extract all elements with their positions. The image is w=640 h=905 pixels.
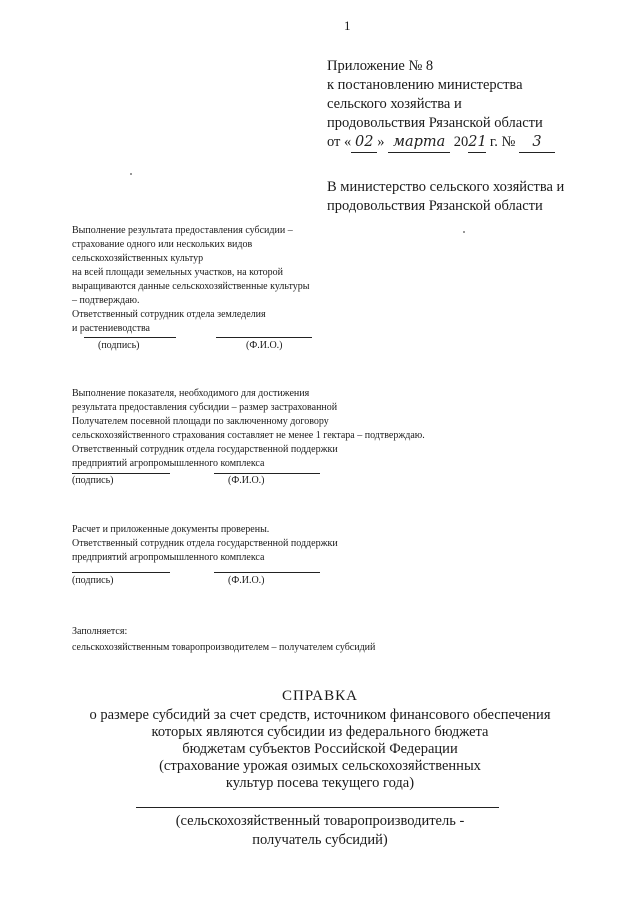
recipient-line-1: (сельскохозяйственный товаропроизводитель - (175, 813, 465, 829)
filled-by-label: Заполняется: (72, 626, 128, 637)
appendix-header (327, 57, 555, 153)
date-month: марта (388, 133, 450, 153)
block1-line: – подтверждаю. (72, 295, 140, 306)
block2-line: Ответственный сотрудник отдела государственной поддержки (72, 444, 338, 455)
appendix-line-2: к постановлению министерства (327, 77, 523, 93)
block1-line: и растениеводства (72, 323, 150, 334)
block3-name-line (214, 572, 320, 573)
certificate-line: о размере субсидий за счет средств, источником финансового обеспечения (89, 707, 551, 723)
block2-signature-line (72, 473, 170, 474)
scan-dot (130, 173, 132, 175)
appendix-date-line (327, 133, 555, 153)
block3-signature-line (72, 572, 170, 573)
date-year-prefix: 20 (453, 134, 469, 150)
certificate-description (60, 707, 580, 792)
filled-by-note (72, 624, 375, 656)
certificate-line: культур посева текущего года) (225, 775, 415, 791)
page-number: 1 (344, 18, 351, 33)
block3-line: Ответственный сотрудник отдела государственной поддержки (72, 538, 338, 549)
addressee-line-2: продовольствия Рязанской области (327, 198, 543, 214)
block1-line: сельскохозяйственных культур (72, 253, 204, 264)
document-number: 3 (519, 133, 555, 153)
block2-line: Выполнение показателя, необходимого для достижения (72, 388, 310, 399)
block3-line: Расчет и приложенные документы проверены. (72, 524, 270, 535)
recipient-line-2: получатель субсидий) (252, 832, 388, 848)
block1-name-line (216, 337, 312, 338)
certificate-title: СПРАВКА (282, 688, 358, 704)
date-year-suffix: 21 (468, 133, 486, 153)
certificate-line: (страхование урожая озимых сельскохозяйственных (159, 758, 481, 774)
certificate-line: которых являются субсидии из федерального бюджета (151, 724, 489, 740)
appendix-title: Приложение № 8 (327, 58, 434, 74)
scan-dot (463, 231, 465, 233)
filled-by-text: сельскохозяйственным товаропроизводителем – получателем субсидий (72, 642, 376, 653)
block2-sign-label: (подпись) (72, 475, 114, 486)
block1-name-label: (Ф.И.О.) (246, 340, 283, 351)
confirmation-block-2 (72, 387, 425, 471)
date-day: 02 (351, 133, 377, 153)
block2-name-label: (Ф.И.О.) (228, 475, 265, 486)
block2-line: Получателем посевной площади по заключенному договору (72, 416, 329, 427)
block3-line: предприятий агропромышленного комплекса (72, 552, 265, 563)
block1-line: выращиваются данные сельскохозяйственные культуры (72, 281, 310, 292)
date-prefix: от « (327, 134, 352, 150)
date-day-close: » (377, 134, 385, 150)
recipient-caption (130, 812, 510, 850)
block2-name-line (214, 473, 320, 474)
certificate-line: бюджетам субъектов Российской Федерации (182, 741, 458, 757)
verification-block (72, 523, 338, 565)
recipient-fill-line (136, 807, 499, 808)
block3-name-label: (Ф.И.О.) (228, 575, 265, 586)
block1-line: страхование одного или нескольких видов (72, 239, 253, 250)
confirmation-block-1 (72, 224, 310, 336)
block2-line: результата предоставления субсидии – размер застрахованной (72, 402, 338, 413)
block1-sign-label: (подпись) (98, 340, 140, 351)
block1-signature-line (84, 337, 176, 338)
appendix-line-4: продовольствия Рязанской области (327, 115, 543, 131)
block1-line: на всей площади земельных участков, на которой (72, 267, 283, 278)
block1-line: Ответственный сотрудник отдела земледелия (72, 309, 266, 320)
addressee (327, 178, 564, 216)
block2-line: сельскохозяйственного страхования составляет не менее 1 гектара – подтверждаю. (72, 430, 425, 441)
appendix-line-3: сельского хозяйства и (327, 96, 462, 112)
number-prefix: г. № (489, 134, 516, 150)
block3-sign-label: (подпись) (72, 575, 114, 586)
block1-line: Выполнение результата предоставления субсидии – (72, 225, 293, 236)
addressee-line-1: В министерство сельского хозяйства и (327, 179, 565, 195)
block2-line: предприятий агропромышленного комплекса (72, 458, 265, 469)
